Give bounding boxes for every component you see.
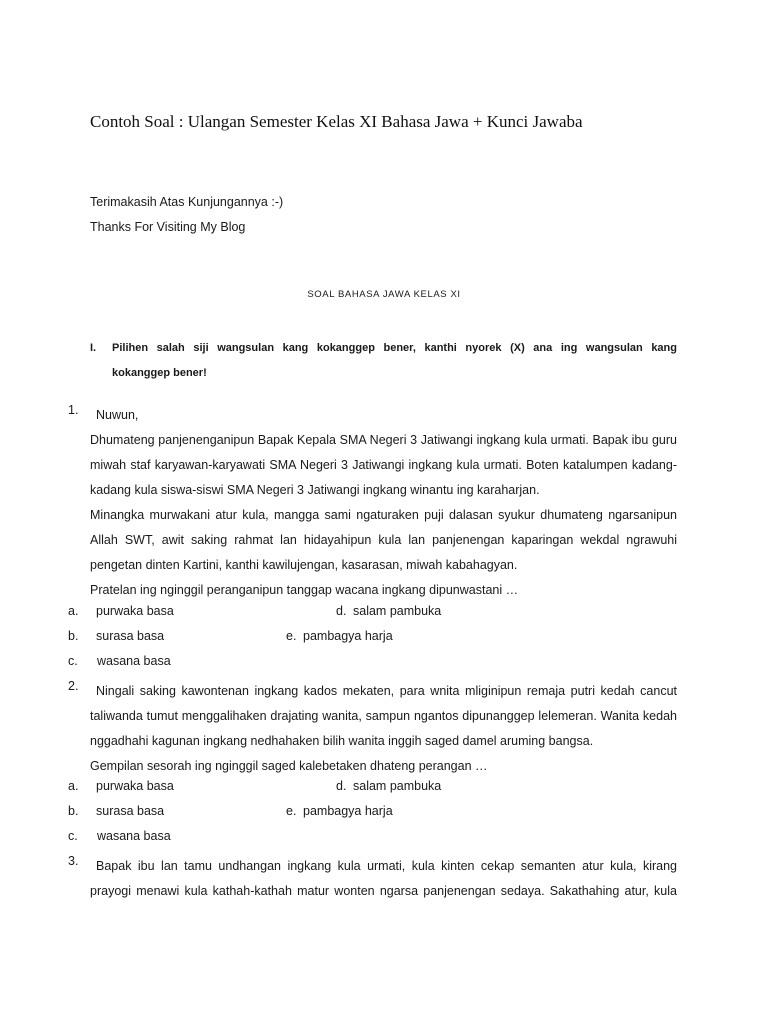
- question-line: Ningali saking kawontenan ingkang kados mekaten, para wnita mliginipun remaja putri kedah cancut: [96, 684, 677, 698]
- option-marker: b.: [68, 804, 79, 818]
- option-marker: e.: [286, 629, 297, 643]
- option-text: surasa basa: [96, 629, 165, 643]
- question-3: [90, 854, 677, 904]
- option-text: purwaka basa: [96, 604, 174, 618]
- question-line: kadang kula siswa-siswi SMA Negeri 3 Jatiwangi ingkang winantu ing karaharjan.: [90, 483, 540, 497]
- greeting-line-2: Thanks For Visiting My Blog: [90, 220, 246, 234]
- greeting-line-1: Terimakasih Atas Kunjungannya :-): [90, 195, 284, 209]
- question-line: pengetan dinten Kartini, kanthi kawilujengan, kasarasan, miwah kabahagyan.: [90, 558, 518, 572]
- question-line: prayogi menawi kula kathah-kathah matur wonten ngarsa panjenengan sedaya. Sakathahing atur, kula: [90, 884, 677, 898]
- question-1-number: 1.: [68, 403, 79, 417]
- question-line: Bapak ibu lan tamu undhangan ingkang kula urmati, kula kinten cekap semanten atur kula, kirang: [96, 859, 677, 873]
- option-marker: d.: [336, 604, 347, 618]
- option-marker: b.: [68, 629, 79, 643]
- question-2-number: 2.: [68, 679, 79, 693]
- option-text: wasana basa: [97, 829, 171, 843]
- section-heading: SOAL BAHASA JAWA KELAS XI: [307, 289, 461, 300]
- option-text: salam pambuka: [353, 779, 442, 793]
- option-text: pambagya harja: [303, 804, 393, 818]
- question-line: Dhumateng panjenenganipun Bapak Kepala SMA Negeri 3 Jatiwangi ingkang kula urmati. Bapak ibu guru: [90, 433, 677, 447]
- option-marker: c.: [68, 829, 78, 843]
- question-line: Minangka murwakani atur kula, mangga sami ngaturaken puji dalasan syukur dhumateng ngarsanipun: [90, 508, 677, 522]
- question-2: [90, 679, 677, 779]
- question-line: taliwanda tumut menggalihaken drajating wanita, sampun ngantos dipunanggep lelemeran. Wanita kedah: [90, 709, 677, 723]
- option-text: salam pambuka: [353, 604, 442, 618]
- option-marker: c.: [68, 654, 78, 668]
- option-marker: e.: [286, 804, 297, 818]
- question-line: nggadhahi kagunan ingkang nedhahaken bilih wanita inggih saged damel aruming bangsa.: [90, 734, 594, 748]
- question-line: miwah staf karyawan-karyawati SMA Negeri 3 Jatiwangi ingkang kula urmati. Boten katalumpen kadang-: [90, 458, 677, 472]
- instruction-line-1: Pilihen salah siji wangsulan kang kokanggep bener, kanthi nyorek (X) ana ing wangsulan kang: [112, 342, 677, 354]
- question-line: Pratelan ing nginggil peranganipun tanggap wacana ingkang dipunwastani …: [90, 583, 519, 597]
- question-1: [90, 403, 677, 603]
- instruction-block: [90, 336, 677, 386]
- question-line: Nuwun,: [96, 408, 139, 422]
- question-line: Gempilan sesorah ing nginggil saged kalebetaken dhateng perangan …: [90, 759, 488, 773]
- option-marker: a.: [68, 604, 79, 618]
- option-marker: d.: [336, 779, 347, 793]
- question-line: Allah SWT, awit saking rahmat lan hidayahipun kula lan panjenengan kaparingan wekdal ngrawuhi: [90, 533, 677, 547]
- option-text: purwaka basa: [96, 779, 174, 793]
- option-text: wasana basa: [97, 654, 171, 668]
- instruction-line-2: kokanggep bener!: [112, 367, 207, 379]
- option-text: pambagya harja: [303, 629, 393, 643]
- option-text: surasa basa: [96, 804, 165, 818]
- option-marker: a.: [68, 779, 79, 793]
- question-3-number: 3.: [68, 854, 79, 868]
- page-title: Contoh Soal : Ulangan Semester Kelas XI Bahasa Jawa + Kunci Jawaba: [90, 112, 583, 131]
- instruction-number: I.: [90, 342, 97, 354]
